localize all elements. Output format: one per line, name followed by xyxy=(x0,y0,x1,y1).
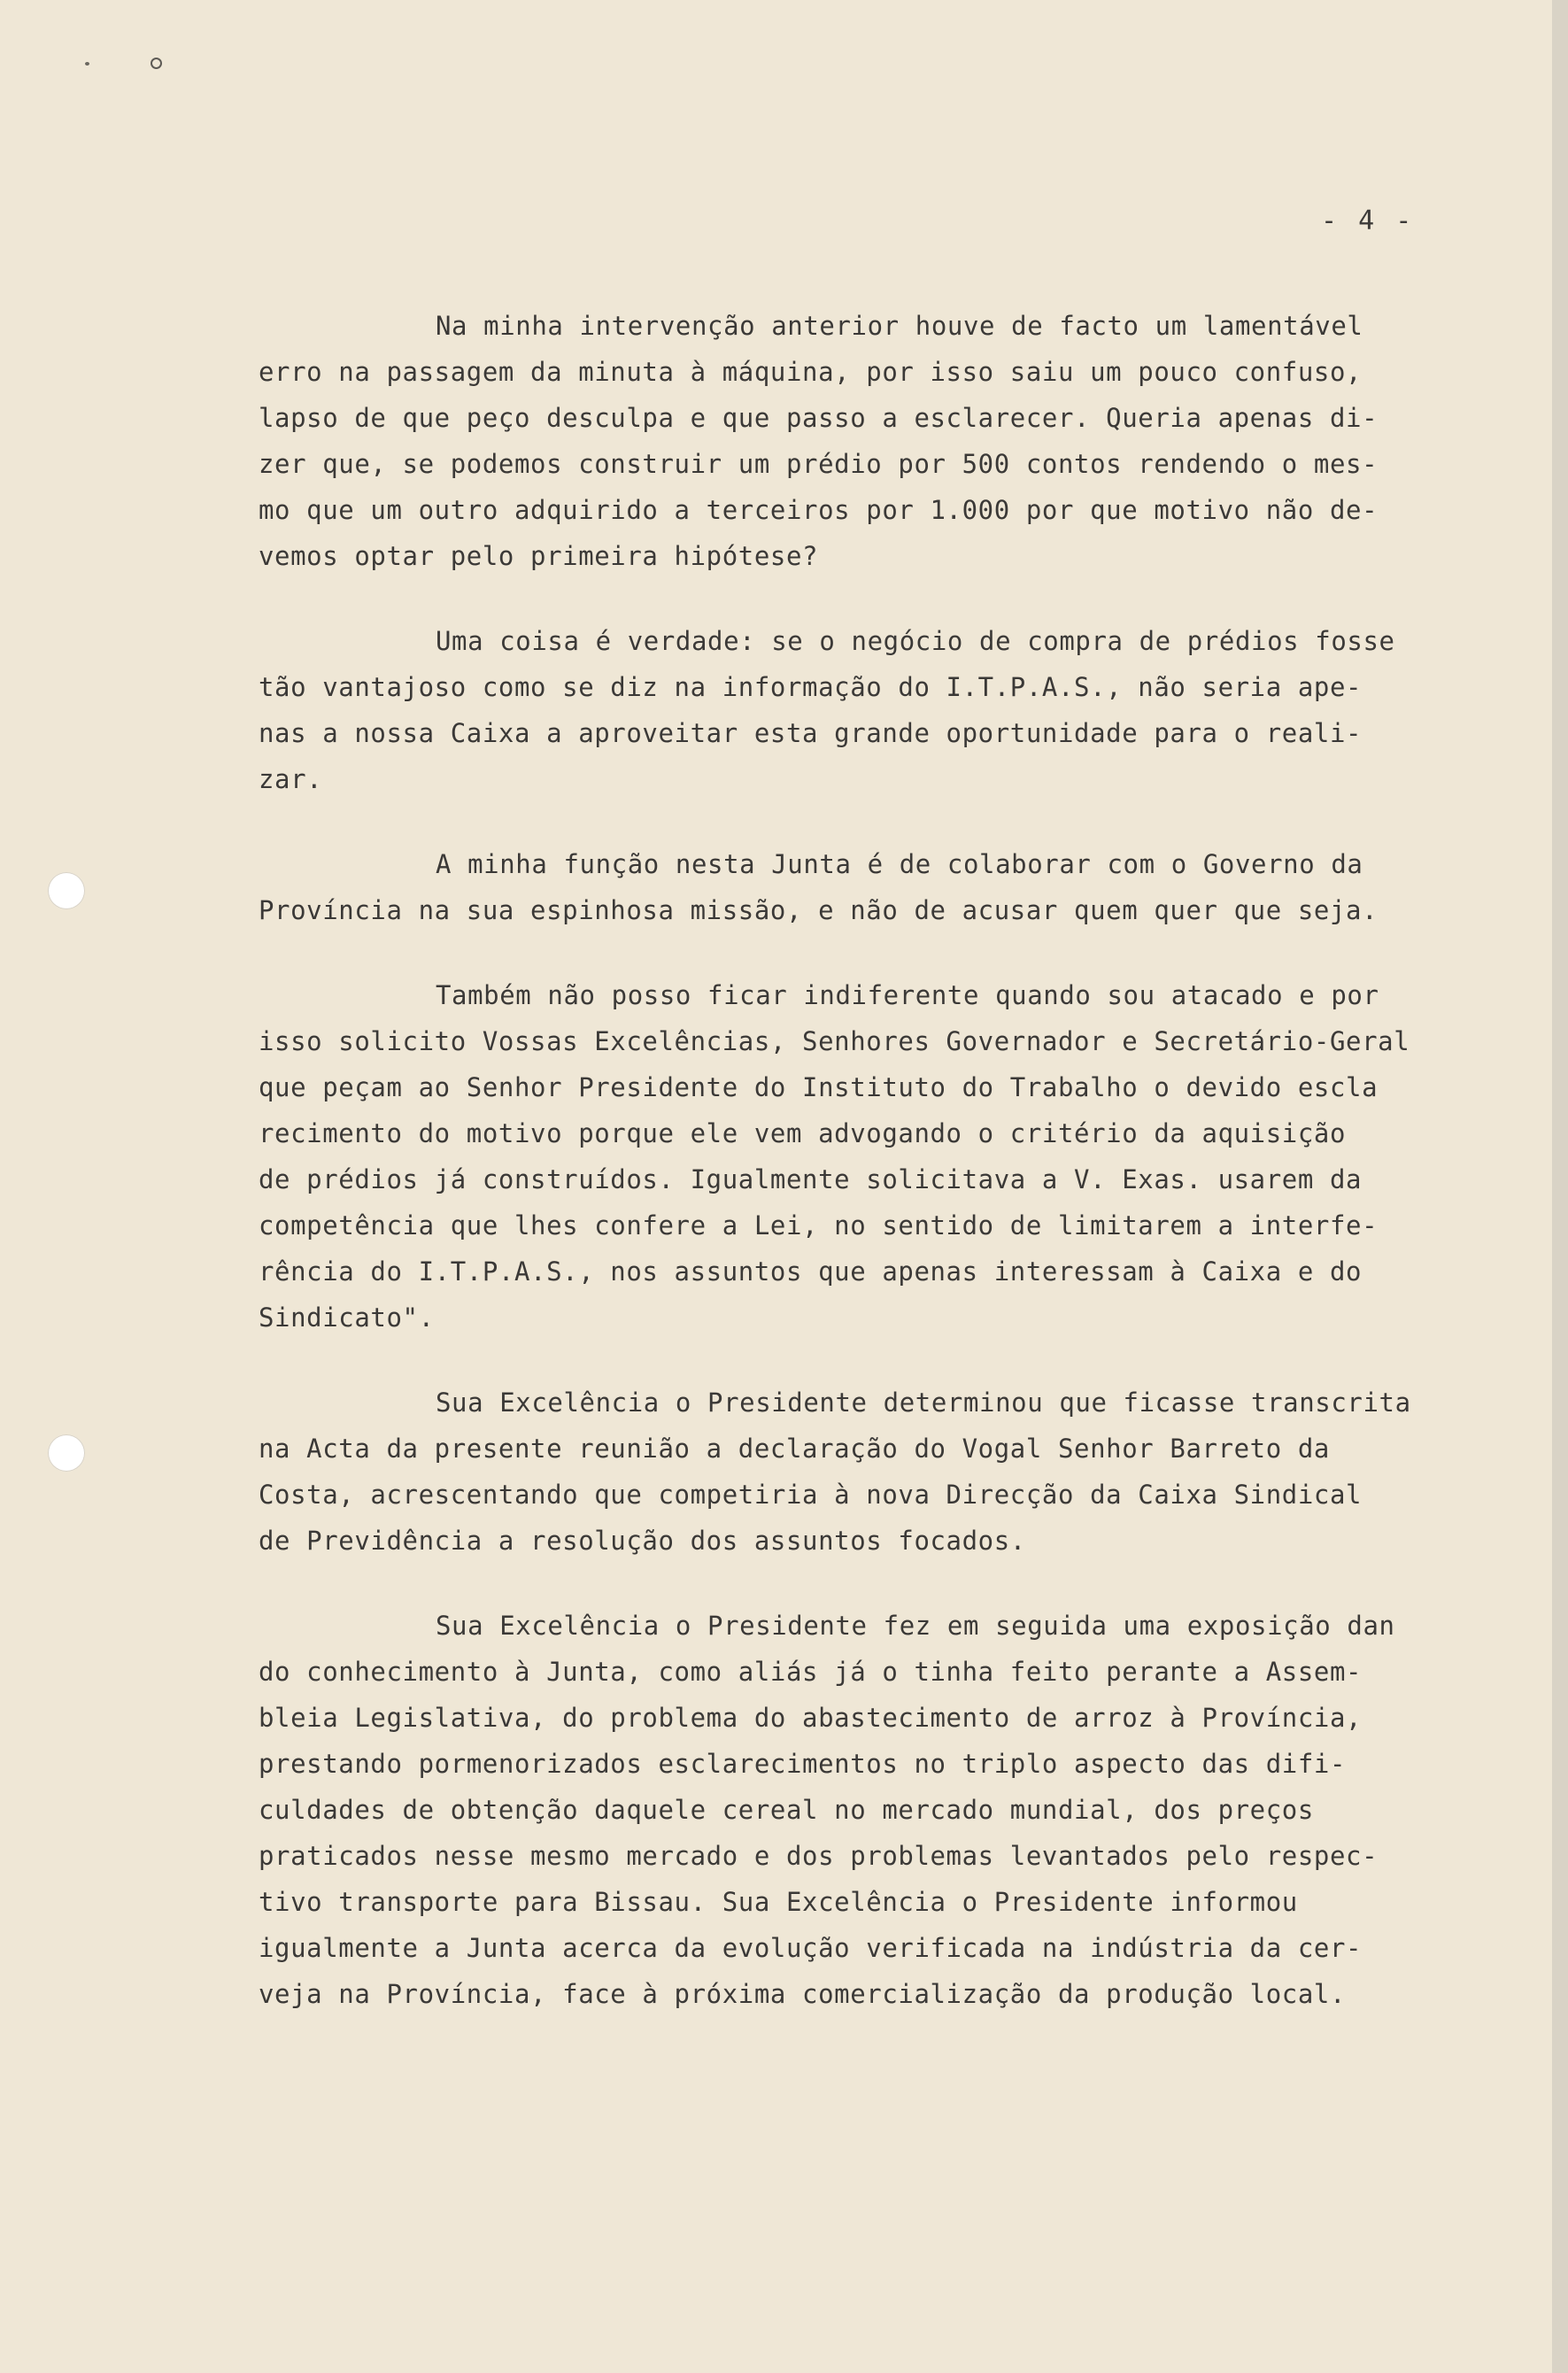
text-line: A minha função nesta Junta é de colaborar com o Governo da xyxy=(436,849,1363,879)
text-line: de prédios já construídos. Igualmente solicitava a V. Exas. usarem da xyxy=(259,1164,1363,1194)
text-line: mo que um outro adquirido a terceiros por 1.000 por que motivo não de- xyxy=(259,495,1379,525)
text-line: culdades de obtenção daquele cereal no mercado mundial, dos preços xyxy=(259,1795,1314,1825)
punch-hole-top xyxy=(48,872,85,909)
text-line: de Previdência a resolução dos assuntos focados. xyxy=(259,1526,1026,1556)
text-line: que peçam ao Senhor Presidente do Instituto do Trabalho o devido escla xyxy=(259,1072,1379,1102)
text-line: do conhecimento à Junta, como aliás já o tinha feito perante a Assem- xyxy=(259,1657,1363,1687)
margin-marks xyxy=(85,55,165,73)
text-line: Sua Excelência o Presidente determinou que ficasse transcrita xyxy=(436,1387,1411,1418)
paragraph-5 xyxy=(259,1380,1520,1564)
ink-ring-mark xyxy=(151,58,162,69)
text-line: tivo transporte para Bissau. Sua Excelência o Presidente informou xyxy=(259,1887,1298,1917)
text-line: prestando pormenorizados esclarecimentos no triplo aspecto das difi- xyxy=(259,1749,1347,1779)
text-line: bleia Legislativa, do problema do abastecimento de arroz à Província, xyxy=(259,1703,1363,1733)
text-line: igualmente a Junta acerca da evolução verificada na indústria da cer- xyxy=(259,1933,1363,1963)
text-line: praticados nesse mesmo mercado e dos problemas levantados pelo respec- xyxy=(259,1841,1379,1871)
text-line: erro na passagem da minuta à máquina, por isso saiu um pouco confuso, xyxy=(259,357,1363,387)
text-line: Sua Excelência o Presidente fez em seguida uma exposição dan xyxy=(436,1611,1395,1641)
paragraph-3 xyxy=(259,841,1520,933)
paragraph-6 xyxy=(259,1603,1520,2017)
text-line: veja na Província, face à próxima comercialização da produção local. xyxy=(259,1979,1347,2009)
page-number: - 4 - xyxy=(1321,205,1415,236)
text-line: rência do I.T.P.A.S., nos assuntos que apenas interessam à Caixa e do xyxy=(259,1256,1363,1287)
text-line: competência que lhes confere a Lei, no sentido de limitarem a interfe- xyxy=(259,1210,1379,1241)
text-line: Na minha intervenção anterior houve de facto um lamentável xyxy=(436,311,1363,341)
text-line: zar. xyxy=(259,764,323,794)
punch-hole-bottom xyxy=(48,1434,85,1472)
text-line: Costa, acrescentando que competiria à nova Direcção da Caixa Sindical xyxy=(259,1480,1363,1510)
text-line: isso solicito Vossas Excelências, Senhores Governador e Secretário-Geral xyxy=(259,1026,1410,1056)
paragraph-4 xyxy=(259,972,1520,1341)
text-line: recimento do motivo porque ele vem advogando o critério da aquisição xyxy=(259,1118,1347,1148)
text-line: Província na sua espinhosa missão, e não de acusar quem quer que seja. xyxy=(259,895,1379,925)
text-line: vemos optar pelo primeira hipótese? xyxy=(259,541,819,571)
text-line: lapso de que peço desculpa e que passo a esclarecer. Queria apenas di- xyxy=(259,403,1379,433)
text-line: nas a nossa Caixa a aproveitar esta grande oportunidade para o reali- xyxy=(259,718,1363,748)
document-body xyxy=(259,303,1520,2056)
paragraph-2 xyxy=(259,618,1520,802)
text-line: Uma coisa é verdade: se o negócio de compra de prédios fosse xyxy=(436,626,1395,656)
text-line: zer que, se podemos construir um prédio por 500 contos rendendo o mes- xyxy=(259,449,1379,479)
text-line: Sindicato". xyxy=(259,1302,435,1333)
text-line: na Acta da presente reunião a declaração do Vogal Senhor Barreto da xyxy=(259,1434,1330,1464)
text-line: tão vantajoso como se diz na informação do I.T.P.A.S., não seria ape- xyxy=(259,672,1363,702)
paragraph-1 xyxy=(259,303,1520,579)
ink-dot-mark xyxy=(85,62,89,66)
text-line: Também não posso ficar indiferente quando sou atacado e por xyxy=(436,980,1379,1010)
